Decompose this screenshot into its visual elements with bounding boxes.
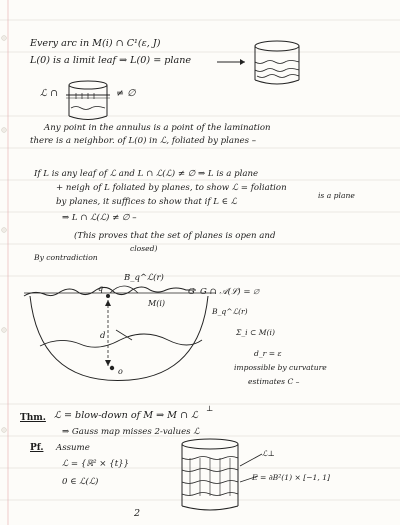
note-line-3: ℒ ∩ — [40, 88, 58, 99]
pf-line-1: Assume — [56, 443, 90, 453]
thm-perp: ⊥ — [206, 404, 214, 413]
label-impossible: impossible by curvature — [234, 363, 327, 372]
contradiction-figure — [20, 262, 220, 392]
thm-line-2: ⇒ Gauss map misses 2-values ℒ — [62, 427, 200, 437]
pf-line-3: 0 ∈ ℒ(ℒ) — [62, 477, 99, 487]
page-number: 2 — [134, 508, 141, 519]
note-line-1: Every arc in M(i) ∩ C¹(ε, J) — [30, 38, 161, 49]
note-line-9: ⇒ L ∩ ℒ(ℒ) ≠ ∅ – — [62, 213, 137, 223]
label-estimates: estimates C – — [248, 377, 300, 386]
label-G: G — [188, 287, 195, 297]
note-line-3-rel: ≠ ∅ — [116, 88, 136, 99]
thm-text: ℒ = blow-down of M ⇒ M ∩ ℒ — [54, 410, 199, 421]
label-o: o — [118, 367, 123, 376]
note-line-11: By contradiction — [34, 253, 98, 262]
label-q: q — [98, 284, 104, 293]
label-d: d — [100, 331, 106, 341]
label-M: M(i) — [148, 299, 165, 308]
note-line-4: Any point in the annulus is a point of the lamination — [44, 123, 271, 133]
label-rhs: G ∩ 𝒜(ℒ) = ∅ — [200, 287, 259, 297]
note-line-8-note: is a plane — [318, 191, 355, 200]
cylinder-sketch-top — [215, 34, 310, 94]
note-line-6: If L is any leaf of ℒ and L ∩ ℒ(ℒ) ≠ ∅ ⇒ L is a plane — [34, 169, 259, 179]
thm-label: Thm. — [20, 413, 46, 423]
label-B-right: B_q^ℒ(r) — [212, 307, 248, 316]
label-sigma-sub: Σ_i ⊂ M(i) — [236, 328, 275, 337]
note-line-2: L(0) is a limit leaf ⇒ L(0) = plane — [30, 55, 192, 66]
pf-label: Pf. — [30, 443, 44, 453]
note-line-10: (This proves that the set of planes is open and — [74, 231, 276, 241]
label-L-perp: ℒ⊥ — [262, 449, 275, 458]
note-line-8: by planes, it suffices to show that if L ∈ ℒ — [56, 197, 237, 207]
label-B-top: B_q^ℒ(r) — [124, 273, 164, 283]
note-line-10b: closed) — [130, 244, 158, 253]
pf-line-2: ℒ = {ℝ² × {t}} — [62, 459, 130, 469]
note-line-5: there is a neighbor. of L(0) in ℒ, foliated by planes – — [30, 136, 257, 146]
label-E: E = ∂B²(1) × [−1, 1] — [252, 473, 331, 482]
label-d-eq: d_r = ε — [254, 349, 282, 358]
note-line-7: + neigh of L foliated by planes, to show ℒ = foliation — [56, 183, 287, 193]
banded-cylinder-sketch — [64, 78, 112, 124]
